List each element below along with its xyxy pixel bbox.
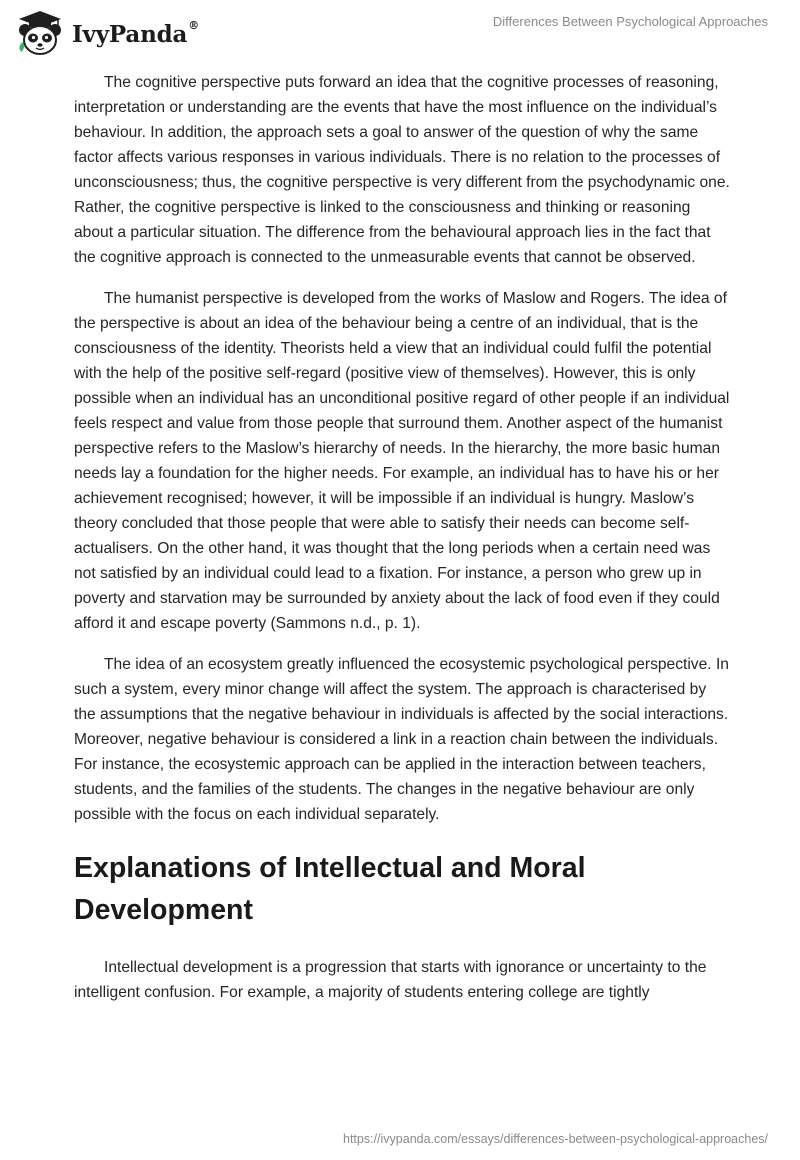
page-header bbox=[0, 0, 800, 64]
section-heading: Explanations of Intellectual and Moral Development bbox=[74, 852, 586, 926]
registered-mark: ® bbox=[188, 18, 199, 32]
panda-graduate-icon bbox=[14, 8, 66, 58]
essay-body bbox=[74, 70, 730, 1021]
document-title: Differences Between Psychological Approaches bbox=[492, 14, 768, 29]
brand-name: IvyPanda® bbox=[72, 18, 199, 48]
paragraph-cognitive: The cognitive perspective puts forward an idea that the cognitive processes of reasoning, interpretation or understanding are the events that have the most influence on the individual’s behaviour. In addition, the approach sets a goal to answer of the question of why the same factor affects various responses in various individuals. There is no relation to the processes of unconsciousness; thus, the cognitive perspective is very different from the psychodynamic one. Rather, the cognitive perspective is linked to the consciousness and thinking or reasoning about a particular situation. The difference from the behavioural approach lies in the fact that the cognitive approach is connected to the unmeasurable events that cannot be observed. bbox=[74, 74, 730, 266]
paragraph-intellectual-development: Intellectual development is a progression that starts with ignorance or uncertainty to the intelligent confusion. For example, a majority of students entering college are tightly bbox=[74, 959, 707, 1001]
paragraph-humanist: The humanist perspective is developed from the works of Maslow and Rogers. The idea of the perspective is about an idea of the behaviour being a centre of an individual, that is the consciousness of the identity. Theorists held a view that an individual could fulfil the potential with the help of the positive self-regard (positive view of themselves). However, this is only possible when an individual has an unconditional positive regard of other people if an individual feels respect and value from those people that surround them. Another aspect of the humanist perspective refers to the Maslow’s hierarchy of needs. In the hierarchy, the more basic human needs lay a foundation for the higher needs. For example, an individual has to have his or her achievement recognised; however, it will be impossible if an individual is hungry. Maslow’s theory concluded that those people that were able to satisfy their needs can become self-actualisers. On the other hand, it was thought that the long periods when a certain need was not satisfied by an individual could lead to a fixation. For instance, a person who grew up in poverty and starvation may be surrounded by anxiety about the lack of food even if they could afford it and escape poverty (Sammons n.d., p. 1). bbox=[74, 290, 730, 632]
source-url[interactable]: https://ivypanda.com/essays/differences-between-psychological-approaches/ bbox=[343, 1132, 768, 1146]
ivypanda-logo[interactable] bbox=[14, 8, 199, 58]
paragraph-ecosystemic: The idea of an ecosystem greatly influenced the ecosystemic psychological perspective. In such a system, every minor change will affect the system. The approach is characterised by the assumptions that the negative behaviour in individuals is affected by the social interactions. Moreover, negative behaviour is considered a link in a reaction chain between the individuals. For instance, the ecosystemic approach can be applied in the interaction between teachers, students, and the families of the students. The changes in the negative behaviour are only possible with the focus on each individual separately. bbox=[74, 656, 729, 823]
